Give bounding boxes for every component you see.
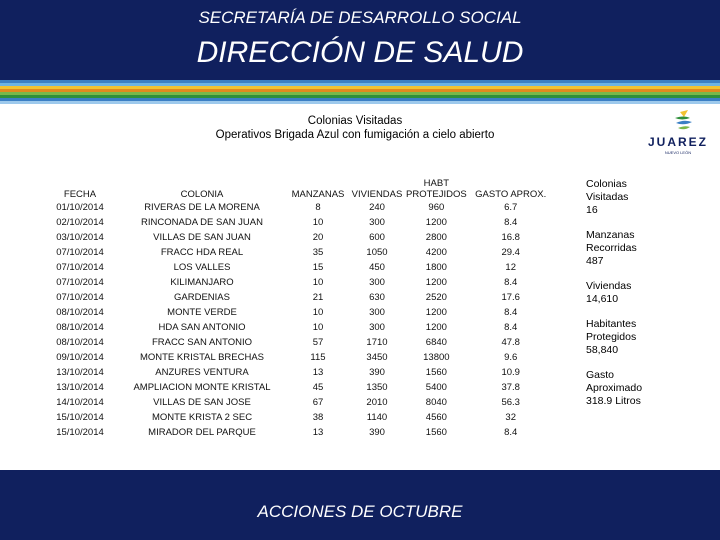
secretaria-title: SECRETARÍA DE DESARROLLO SOCIAL xyxy=(198,8,522,27)
table-cell: 300 xyxy=(369,277,385,288)
table-cell: 14/10/2014 xyxy=(56,397,104,408)
table-cell: 8.4 xyxy=(504,277,518,288)
stat-label: Manzanas Recorridas xyxy=(586,229,637,254)
table-row xyxy=(44,305,555,320)
table-cell: 4200 xyxy=(425,247,447,258)
table-cell: MONTE VERDE xyxy=(167,307,237,318)
table-cell: 32 xyxy=(505,412,516,423)
juarez-logo-icon xyxy=(640,108,720,160)
table-cell: 8 xyxy=(315,202,321,213)
table-cell: MONTE KRISTAL BRECHAS xyxy=(139,352,265,363)
table-cell: 21 xyxy=(312,292,324,303)
direccion-title: DIRECCIÓN DE SALUD xyxy=(196,36,524,69)
table-cell: 390 xyxy=(369,367,385,378)
table-subtitle: Operativos Brigada Azul con fumigación a cielo abierto xyxy=(215,129,495,141)
header-gasto: GASTO APROX. xyxy=(475,189,547,200)
table-cell: RINCONADA DE SAN JUAN xyxy=(141,217,263,228)
table-cell: 10 xyxy=(312,322,324,333)
stat-viviendas xyxy=(586,280,696,306)
table-cell: 9.6 xyxy=(504,352,518,363)
table-cell: 01/10/2014 xyxy=(56,202,104,213)
table-cell: ANZURES VENTURA xyxy=(155,367,249,378)
table-cell: 1800 xyxy=(425,262,447,273)
table-cell: 8.4 xyxy=(504,427,518,438)
table-row xyxy=(44,365,555,380)
table-cell: 03/10/2014 xyxy=(56,232,104,243)
table-row xyxy=(44,230,555,245)
table-cell: 13/10/2014 xyxy=(56,382,104,393)
table-cell: 09/10/2014 xyxy=(56,352,104,363)
table-cell: MIRADOR DEL PARQUE xyxy=(148,427,256,438)
header-habitantes: HABT PROTEJIDOS xyxy=(406,178,467,200)
table-cell: 4560 xyxy=(425,412,447,423)
table-row xyxy=(44,215,555,230)
summary-panel xyxy=(586,178,696,420)
table-cell: 5400 xyxy=(425,382,447,393)
table-cell: 15/10/2014 xyxy=(56,427,104,438)
table-cell: 390 xyxy=(369,427,385,438)
table-cell: 20 xyxy=(312,232,324,243)
table-cell: AMPLIACION MONTE KRISTAL xyxy=(133,382,271,393)
table-cell: 12 xyxy=(505,262,516,273)
table-cell: 1050 xyxy=(366,247,388,258)
table-row xyxy=(44,410,555,425)
table-cell: 35 xyxy=(312,247,324,258)
table-cell: KILIMANJARO xyxy=(170,277,234,288)
table-cell: 15 xyxy=(312,262,324,273)
table-cell: 1200 xyxy=(425,277,447,288)
table-cell: 13 xyxy=(312,427,324,438)
table-header-row xyxy=(44,172,555,200)
logo-small-text: NUEVO LEÓN xyxy=(664,150,692,155)
header-colonia: COLONIA xyxy=(180,189,224,200)
table-row xyxy=(44,425,555,440)
stat-label: Gasto Aproximado xyxy=(586,369,643,394)
table-cell: 2010 xyxy=(366,397,388,408)
table-cell: 10 xyxy=(312,217,324,228)
table-cell: 17.6 xyxy=(501,292,520,303)
stat-colonias xyxy=(586,178,696,217)
table-cell: 10.9 xyxy=(501,367,520,378)
table-cell: 57 xyxy=(312,337,324,348)
table-cell: 630 xyxy=(369,292,385,303)
stat-value: 14,610 xyxy=(586,293,619,305)
table-cell: 56.3 xyxy=(501,397,520,408)
juarez-logo xyxy=(640,108,720,160)
footer-title: ACCIONES DE OCTUBRE xyxy=(257,502,463,521)
table-cell: 300 xyxy=(369,322,385,333)
table-cell: 1140 xyxy=(366,412,388,423)
table-cell: 1560 xyxy=(425,427,447,438)
table-cell: 67 xyxy=(312,397,324,408)
table-cell: 300 xyxy=(369,307,385,318)
table-title: Colonias Visitadas xyxy=(307,115,403,127)
table-cell: 13 xyxy=(312,367,324,378)
table-cell: FRACC SAN ANTONIO xyxy=(151,337,253,348)
table-cell: 8.4 xyxy=(504,322,518,333)
table-cell: 240 xyxy=(369,202,385,213)
table-cell: 115 xyxy=(310,352,326,363)
table-row xyxy=(44,260,555,275)
table-row xyxy=(44,200,555,215)
table-cell: 37.8 xyxy=(501,382,520,393)
table-cell: 8.4 xyxy=(504,307,518,318)
table-cell: 2520 xyxy=(425,292,447,303)
table-cell: 38 xyxy=(312,412,324,423)
table-cell: 300 xyxy=(369,217,385,228)
table-cell: 07/10/2014 xyxy=(56,247,104,258)
table-cell: 1710 xyxy=(366,337,388,348)
stat-label: Colonias Visitadas xyxy=(586,178,629,203)
table-row xyxy=(44,395,555,410)
table-cell: 1560 xyxy=(425,367,447,378)
table-cell: 47.8 xyxy=(501,337,520,348)
colonias-table xyxy=(44,172,555,440)
stat-label: Habitantes Protegidos xyxy=(586,318,637,343)
table-cell: 07/10/2014 xyxy=(56,292,104,303)
table-cell: MONTE KRISTA 2 SEC xyxy=(151,412,253,423)
stat-habitantes xyxy=(586,318,696,357)
table-cell: 07/10/2014 xyxy=(56,277,104,288)
table-cell: LOS VALLES xyxy=(173,262,231,273)
table-cell: 08/10/2014 xyxy=(56,322,104,333)
decorative-stripes xyxy=(0,80,720,104)
table-cell: 08/10/2014 xyxy=(56,307,104,318)
table-row xyxy=(44,275,555,290)
table-cell: 16.8 xyxy=(501,232,520,243)
header-manzanas: MANZANAS xyxy=(291,189,345,200)
table-cell: 45 xyxy=(312,382,324,393)
table-cell: RIVERAS DE LA MORENA xyxy=(144,202,260,213)
table-cell: 1200 xyxy=(425,322,447,333)
table-row xyxy=(44,320,555,335)
table-cell: 08/10/2014 xyxy=(56,337,104,348)
table-cell: FRACC HDA REAL xyxy=(160,247,244,258)
table-cell: 960 xyxy=(428,202,445,213)
header-viviendas: VIVIENDAS xyxy=(351,189,403,200)
table-cell: 6.7 xyxy=(504,202,518,213)
stat-value: 318.9 Litros xyxy=(586,395,641,407)
header-fecha: FECHA xyxy=(63,189,97,200)
table-cell: 450 xyxy=(369,262,385,273)
table-cell: 15/10/2014 xyxy=(56,412,104,423)
table-cell: 2800 xyxy=(425,232,447,243)
table-cell: 02/10/2014 xyxy=(56,217,104,228)
table-cell: 1200 xyxy=(425,307,447,318)
stat-value: 487 xyxy=(586,255,604,267)
table-cell: HDA SAN ANTONIO xyxy=(158,322,246,333)
table-row xyxy=(44,290,555,305)
table-cell: 1200 xyxy=(425,217,447,228)
table-cell: 13/10/2014 xyxy=(56,367,104,378)
table-cell: 10 xyxy=(312,307,324,318)
table-row xyxy=(44,380,555,395)
stat-manzanas xyxy=(586,229,696,268)
table-row xyxy=(44,335,555,350)
stat-label: Viviendas xyxy=(586,280,632,292)
table-cell: VILLAS DE SAN JUAN xyxy=(153,232,251,243)
logo-text: JUAREZ xyxy=(647,135,709,149)
table-cell: 8040 xyxy=(425,397,447,408)
table-cell: 600 xyxy=(369,232,385,243)
table-cell: 29.4 xyxy=(501,247,520,258)
table-cell: 1350 xyxy=(366,382,388,393)
table-cell: 10 xyxy=(312,277,324,288)
stat-gasto xyxy=(586,369,696,408)
table-cell: 07/10/2014 xyxy=(56,262,104,273)
table-cell: GARDENIAS xyxy=(174,292,230,303)
table-cell: 3450 xyxy=(366,352,388,363)
table-cell: 6840 xyxy=(425,337,447,348)
table-cell: 8.4 xyxy=(504,217,518,228)
stat-value: 58,840 xyxy=(586,344,619,356)
table-cell: VILLAS DE SAN JOSE xyxy=(153,397,251,408)
stat-value: 16 xyxy=(586,204,598,216)
table-row xyxy=(44,350,555,365)
table-row xyxy=(44,245,555,260)
table-cell: 13800 xyxy=(423,352,450,363)
